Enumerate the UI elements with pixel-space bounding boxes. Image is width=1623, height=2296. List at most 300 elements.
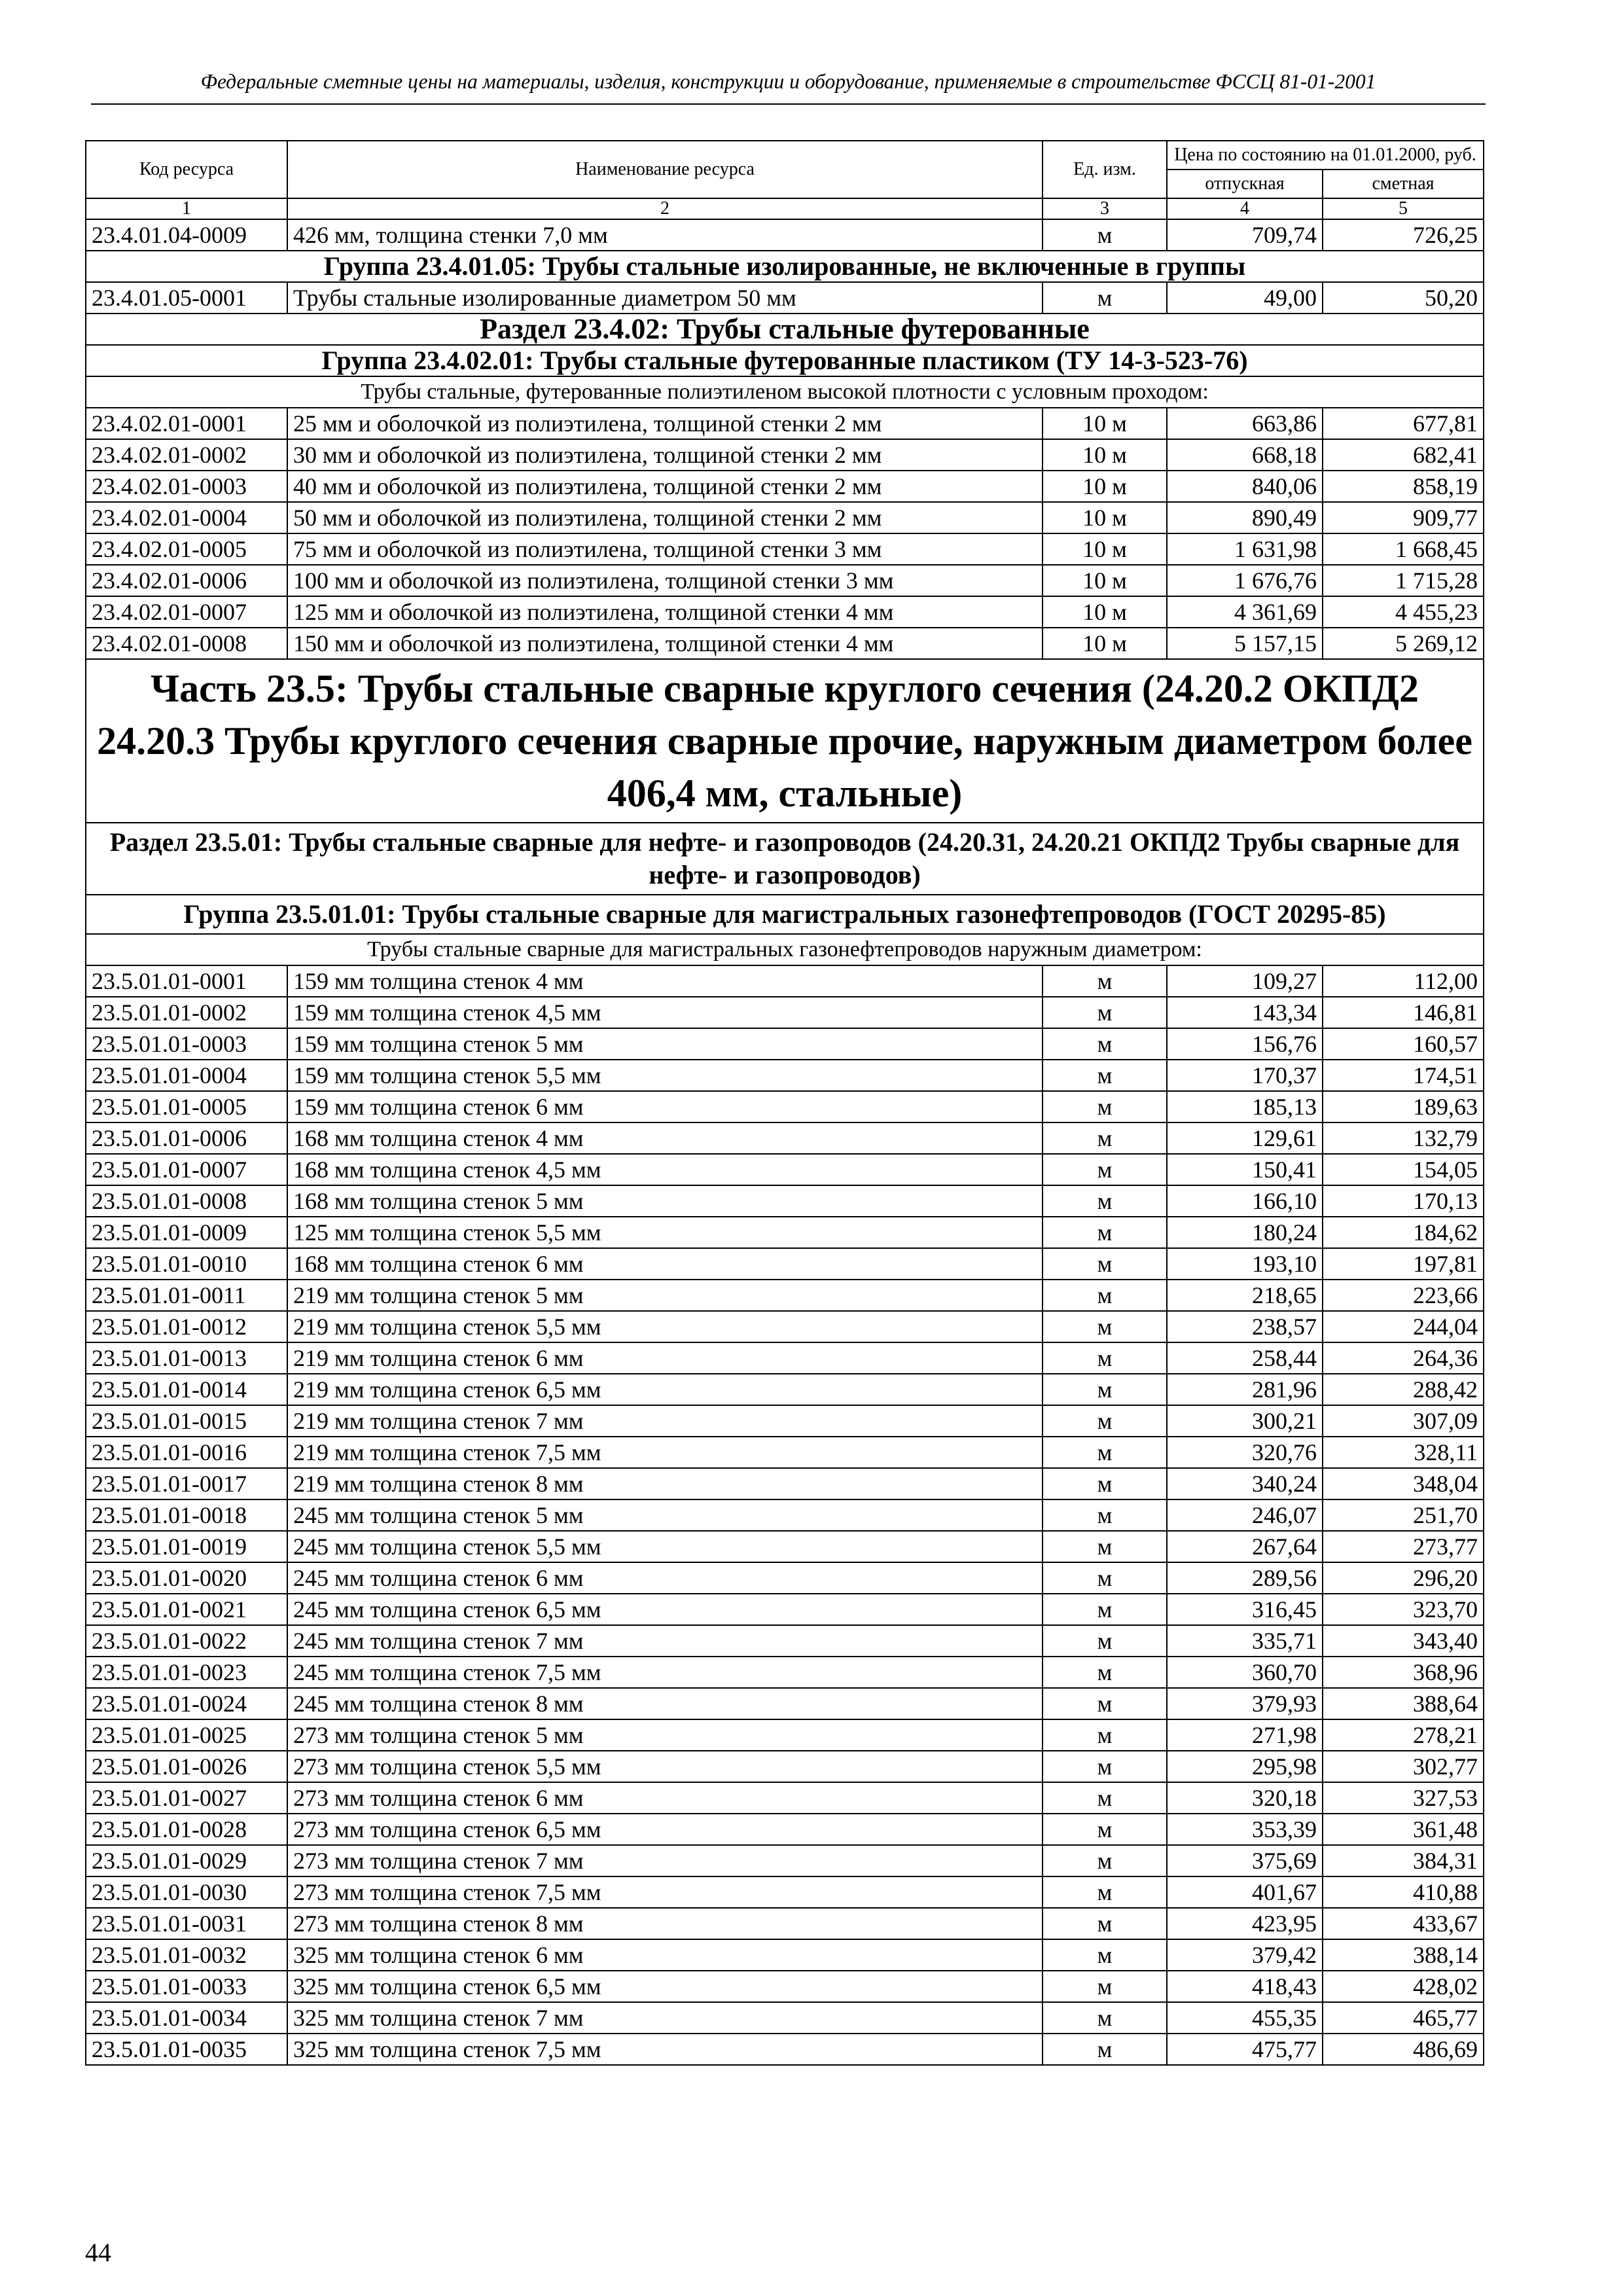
- estimate-price: 244,04: [1323, 1311, 1484, 1342]
- estimate-price: 5 269,12: [1323, 628, 1484, 659]
- resource-name: 125 мм толщина стенок 5,5 мм: [287, 1217, 1043, 1248]
- section-heading: [86, 823, 1484, 895]
- release-price: 1 631,98: [1167, 533, 1323, 565]
- resource-unit: м: [1043, 2034, 1167, 2065]
- table-row: [86, 1437, 1484, 1468]
- resource-code: 23.5.01.01-0020: [86, 1562, 287, 1594]
- group-heading: [86, 251, 1484, 282]
- resource-code: 23.5.01.01-0017: [86, 1468, 287, 1499]
- release-price: 668,18: [1167, 439, 1323, 471]
- table-row: [86, 1625, 1484, 1657]
- resource-code: 23.5.01.01-0027: [86, 1782, 287, 1814]
- resource-code: 23.5.01.01-0019: [86, 1531, 287, 1562]
- table-row: [86, 1091, 1484, 1122]
- running-header: Федеральные сметные цены на материалы, изделия, конструкции и оборудование, применяемые в строительстве ФССЦ 81-01-2001: [200, 70, 1376, 93]
- estimate-price: 273,77: [1323, 1531, 1484, 1562]
- estimate-price: 384,31: [1323, 1845, 1484, 1876]
- estimate-price: 410,88: [1323, 1876, 1484, 1908]
- estimate-price: 388,64: [1323, 1688, 1484, 1719]
- table-row: [86, 282, 1484, 314]
- release-price: 258,44: [1167, 1342, 1323, 1374]
- table-row: [86, 965, 1484, 997]
- resource-name: 40 мм и оболочкой из полиэтилена, толщиной стенки 2 мм: [287, 471, 1043, 502]
- resource-code: 23.5.01.01-0016: [86, 1437, 287, 1468]
- table-row: [86, 1060, 1484, 1091]
- resource-name: 245 мм толщина стенок 5 мм: [287, 1499, 1043, 1531]
- resource-name: 168 мм толщина стенок 4,5 мм: [287, 1154, 1043, 1185]
- release-price: 379,93: [1167, 1688, 1323, 1719]
- group-note-text: Трубы стальные сварные для магистральных газонефтепроводов наружным диаметром:: [86, 934, 1484, 965]
- resource-code: 23.4.02.01-0006: [86, 565, 287, 596]
- estimate-price: 154,05: [1323, 1154, 1484, 1185]
- table-row: [86, 1468, 1484, 1499]
- group-title: Группа 23.5.01.01: Трубы стальные сварные для магистральных газонефтепроводов (ГОСТ 20295-85): [86, 895, 1484, 934]
- table-row: [86, 596, 1484, 628]
- resource-unit: м: [1043, 282, 1167, 314]
- release-price: 109,27: [1167, 965, 1323, 997]
- resource-name: 219 мм толщина стенок 6 мм: [287, 1342, 1043, 1374]
- section-title: Раздел 23.5.01: Трубы стальные сварные для нефте- и газопроводов (24.20.31, 24.20.21 ОКПД2 Трубы сварные для нефте- и газопроводов): [86, 823, 1484, 895]
- table-row: [86, 1311, 1484, 1342]
- resource-code: 23.5.01.01-0012: [86, 1311, 287, 1342]
- release-price: 375,69: [1167, 1845, 1323, 1876]
- table-row: [86, 1719, 1484, 1751]
- section-heading: [86, 314, 1484, 345]
- table-row: [86, 1657, 1484, 1688]
- resource-name: 245 мм толщина стенок 6,5 мм: [287, 1594, 1043, 1625]
- resource-unit: м: [1043, 1531, 1167, 1562]
- resource-unit: м: [1043, 1625, 1167, 1657]
- table-row: [86, 2034, 1484, 2065]
- resource-code: 23.5.01.01-0013: [86, 1342, 287, 1374]
- resource-code: 23.5.01.01-0035: [86, 2034, 287, 2065]
- resource-name: 245 мм толщина стенок 5,5 мм: [287, 1531, 1043, 1562]
- resource-code: 23.4.02.01-0002: [86, 439, 287, 471]
- estimate-price: 909,77: [1323, 502, 1484, 533]
- release-price: 316,45: [1167, 1594, 1323, 1625]
- group-note: [86, 934, 1484, 965]
- header-unit: Ед. изм.: [1043, 141, 1167, 198]
- table-row: [86, 628, 1484, 659]
- resource-code: 23.5.01.01-0022: [86, 1625, 287, 1657]
- release-price: 320,76: [1167, 1437, 1323, 1468]
- resource-code: 23.5.01.01-0007: [86, 1154, 287, 1185]
- resource-code: 23.5.01.01-0030: [86, 1876, 287, 1908]
- table-row: [86, 1971, 1484, 2002]
- release-price: 218,65: [1167, 1280, 1323, 1311]
- estimate-price: 251,70: [1323, 1499, 1484, 1531]
- resource-code: 23.4.02.01-0008: [86, 628, 287, 659]
- group-title: Группа 23.4.02.01: Трубы стальные футерованные пластиком (ТУ 14-3-523-76): [86, 345, 1484, 376]
- resource-name: 159 мм толщина стенок 5,5 мм: [287, 1060, 1043, 1091]
- release-price: 4 361,69: [1167, 596, 1323, 628]
- estimate-price: 146,81: [1323, 997, 1484, 1028]
- column-number: 1: [86, 198, 287, 219]
- release-price: 423,95: [1167, 1908, 1323, 1939]
- table-row: [86, 1594, 1484, 1625]
- table-row: [86, 1688, 1484, 1719]
- resource-code: 23.4.02.01-0003: [86, 471, 287, 502]
- resource-unit: 10 м: [1043, 408, 1167, 439]
- column-number: 5: [1323, 198, 1484, 219]
- release-price: 475,77: [1167, 2034, 1323, 2065]
- header-price: Цена по состоянию на 01.01.2000, руб.: [1167, 141, 1484, 170]
- estimate-price: 189,63: [1323, 1091, 1484, 1122]
- resource-unit: м: [1043, 1908, 1167, 1939]
- resource-code: 23.5.01.01-0003: [86, 1028, 287, 1060]
- release-price: 180,24: [1167, 1217, 1323, 1248]
- table-row: [86, 1562, 1484, 1594]
- resource-unit: м: [1043, 1405, 1167, 1437]
- resource-name: 273 мм толщина стенок 5,5 мм: [287, 1751, 1043, 1782]
- resource-name: 325 мм толщина стенок 6,5 мм: [287, 1971, 1043, 2002]
- table-row: [86, 1154, 1484, 1185]
- resource-name: 168 мм толщина стенок 4 мм: [287, 1122, 1043, 1154]
- estimate-price: 388,14: [1323, 1939, 1484, 1971]
- resource-name: 245 мм толщина стенок 8 мм: [287, 1688, 1043, 1719]
- resource-name: 159 мм толщина стенок 4,5 мм: [287, 997, 1043, 1028]
- resource-name: 273 мм толщина стенок 7,5 мм: [287, 1876, 1043, 1908]
- resource-code: 23.4.01.05-0001: [86, 282, 287, 314]
- estimate-price: 348,04: [1323, 1468, 1484, 1499]
- table-row: [86, 565, 1484, 596]
- estimate-price: 170,13: [1323, 1185, 1484, 1217]
- resource-unit: м: [1043, 1342, 1167, 1374]
- resource-code: 23.5.01.01-0032: [86, 1939, 287, 1971]
- resource-name: 325 мм толщина стенок 6 мм: [287, 1939, 1043, 1971]
- estimate-price: 677,81: [1323, 408, 1484, 439]
- release-price: 246,07: [1167, 1499, 1323, 1531]
- release-price: 166,10: [1167, 1185, 1323, 1217]
- resource-code: 23.5.01.01-0004: [86, 1060, 287, 1091]
- header-code: Код ресурса: [86, 141, 287, 198]
- resource-code: 23.5.01.01-0008: [86, 1185, 287, 1217]
- estimate-price: 264,36: [1323, 1342, 1484, 1374]
- estimate-price: 223,66: [1323, 1280, 1484, 1311]
- estimate-price: 343,40: [1323, 1625, 1484, 1657]
- release-price: 281,96: [1167, 1374, 1323, 1405]
- resource-code: 23.5.01.01-0031: [86, 1908, 287, 1939]
- resource-unit: 10 м: [1043, 533, 1167, 565]
- resource-name: 426 мм, толщина стенки 7,0 мм: [287, 219, 1043, 251]
- release-price: 379,42: [1167, 1939, 1323, 1971]
- resource-name: 219 мм толщина стенок 5,5 мм: [287, 1311, 1043, 1342]
- resource-name: 125 мм и оболочкой из полиэтилена, толщиной стенки 4 мм: [287, 596, 1043, 628]
- table-row: [86, 1531, 1484, 1562]
- resource-name: 219 мм толщина стенок 6,5 мм: [287, 1374, 1043, 1405]
- release-price: 418,43: [1167, 1971, 1323, 2002]
- resource-name: Трубы стальные изолированные диаметром 50 мм: [287, 282, 1043, 314]
- resource-unit: м: [1043, 1876, 1167, 1908]
- resource-code: 23.5.01.01-0011: [86, 1280, 287, 1311]
- group-title: Группа 23.4.01.05: Трубы стальные изолированные, не включенные в группы: [86, 251, 1484, 282]
- resource-unit: м: [1043, 1374, 1167, 1405]
- part-heading: [86, 659, 1484, 823]
- resource-unit: 10 м: [1043, 439, 1167, 471]
- estimate-price: 278,21: [1323, 1719, 1484, 1751]
- table-row: [86, 471, 1484, 502]
- resource-unit: м: [1043, 1499, 1167, 1531]
- resource-unit: м: [1043, 1060, 1167, 1091]
- resource-unit: м: [1043, 1091, 1167, 1122]
- estimate-price: 184,62: [1323, 1217, 1484, 1248]
- estimate-price: 368,96: [1323, 1657, 1484, 1688]
- resource-name: 30 мм и оболочкой из полиэтилена, толщиной стенки 2 мм: [287, 439, 1043, 471]
- table-row: [86, 1405, 1484, 1437]
- release-price: 455,35: [1167, 2002, 1323, 2034]
- resource-code: 23.4.02.01-0004: [86, 502, 287, 533]
- resource-name: 273 мм толщина стенок 6 мм: [287, 1782, 1043, 1814]
- resource-unit: м: [1043, 1782, 1167, 1814]
- table-row: [86, 2002, 1484, 2034]
- resource-name: 168 мм толщина стенок 6 мм: [287, 1248, 1043, 1280]
- estimate-price: 1 715,28: [1323, 565, 1484, 596]
- resource-unit: 10 м: [1043, 471, 1167, 502]
- release-price: 156,76: [1167, 1028, 1323, 1060]
- resource-name: 273 мм толщина стенок 8 мм: [287, 1908, 1043, 1939]
- resource-unit: м: [1043, 1028, 1167, 1060]
- resource-unit: м: [1043, 219, 1167, 251]
- resource-name: 75 мм и оболочкой из полиэтилена, толщиной стенки 3 мм: [287, 533, 1043, 565]
- resource-code: 23.5.01.01-0002: [86, 997, 287, 1028]
- header-estimate-price: сметная: [1323, 170, 1484, 198]
- estimate-price: 682,41: [1323, 439, 1484, 471]
- release-price: 267,64: [1167, 1531, 1323, 1562]
- resource-unit: м: [1043, 1248, 1167, 1280]
- resource-code: 23.5.01.01-0010: [86, 1248, 287, 1280]
- resource-name: 245 мм толщина стенок 7 мм: [287, 1625, 1043, 1657]
- resource-name: 325 мм толщина стенок 7,5 мм: [287, 2034, 1043, 2065]
- resource-code: 23.4.02.01-0001: [86, 408, 287, 439]
- resource-code: 23.5.01.01-0015: [86, 1405, 287, 1437]
- resource-unit: м: [1043, 1939, 1167, 1971]
- table-row: [86, 1122, 1484, 1154]
- resource-unit: м: [1043, 1594, 1167, 1625]
- release-price: 663,86: [1167, 408, 1323, 439]
- estimate-price: 328,11: [1323, 1437, 1484, 1468]
- section-title: Раздел 23.4.02: Трубы стальные футерованные: [86, 314, 1484, 345]
- release-price: 5 157,15: [1167, 628, 1323, 659]
- estimate-price: 486,69: [1323, 2034, 1484, 2065]
- table-row: [86, 1499, 1484, 1531]
- header-rule: [91, 103, 1486, 105]
- resource-name: 150 мм и оболочкой из полиэтилена, толщиной стенки 4 мм: [287, 628, 1043, 659]
- column-numbers-row: [86, 198, 1484, 219]
- resource-name: 100 мм и оболочкой из полиэтилена, толщиной стенки 3 мм: [287, 565, 1043, 596]
- resource-unit: м: [1043, 1719, 1167, 1751]
- resource-name: 219 мм толщина стенок 7,5 мм: [287, 1437, 1043, 1468]
- resource-unit: м: [1043, 965, 1167, 997]
- table-row: [86, 997, 1484, 1028]
- release-price: 193,10: [1167, 1248, 1323, 1280]
- resource-code: 23.5.01.01-0025: [86, 1719, 287, 1751]
- resource-unit: м: [1043, 1971, 1167, 2002]
- release-price: 185,13: [1167, 1091, 1323, 1122]
- release-price: 360,70: [1167, 1657, 1323, 1688]
- resource-name: 219 мм толщина стенок 7 мм: [287, 1405, 1043, 1437]
- estimate-price: 1 668,45: [1323, 533, 1484, 565]
- resource-unit: м: [1043, 1562, 1167, 1594]
- table-row: [86, 439, 1484, 471]
- resource-name: 219 мм толщина стенок 5 мм: [287, 1280, 1043, 1311]
- estimate-price: 428,02: [1323, 1971, 1484, 2002]
- table-row: [86, 408, 1484, 439]
- resource-name: 50 мм и оболочкой из полиэтилена, толщиной стенки 2 мм: [287, 502, 1043, 533]
- table-row: [86, 1845, 1484, 1876]
- release-price: 340,24: [1167, 1468, 1323, 1499]
- resource-unit: м: [1043, 1845, 1167, 1876]
- release-price: 300,21: [1167, 1405, 1323, 1437]
- table-row: [86, 1876, 1484, 1908]
- table-row: [86, 1028, 1484, 1060]
- resource-unit: м: [1043, 1122, 1167, 1154]
- release-price: 353,39: [1167, 1814, 1323, 1845]
- group-note-text: Трубы стальные, футерованные полиэтиленом высокой плотности с условным проходом:: [86, 376, 1484, 408]
- resource-code: 23.5.01.01-0001: [86, 965, 287, 997]
- estimate-price: 160,57: [1323, 1028, 1484, 1060]
- estimate-price: 465,77: [1323, 2002, 1484, 2034]
- resource-name: 159 мм толщина стенок 5 мм: [287, 1028, 1043, 1060]
- resource-name: 245 мм толщина стенок 6 мм: [287, 1562, 1043, 1594]
- resource-unit: м: [1043, 997, 1167, 1028]
- release-price: 238,57: [1167, 1311, 1323, 1342]
- release-price: 709,74: [1167, 219, 1323, 251]
- release-price: 49,00: [1167, 282, 1323, 314]
- release-price: 320,18: [1167, 1782, 1323, 1814]
- release-price: 129,61: [1167, 1122, 1323, 1154]
- resource-unit: 10 м: [1043, 502, 1167, 533]
- resource-name: 25 мм и оболочкой из полиэтилена, толщиной стенки 2 мм: [287, 408, 1043, 439]
- estimate-price: 327,53: [1323, 1782, 1484, 1814]
- resource-unit: м: [1043, 1657, 1167, 1688]
- resource-name: 159 мм толщина стенок 6 мм: [287, 1091, 1043, 1122]
- release-price: 401,67: [1167, 1876, 1323, 1908]
- release-price: 1 676,76: [1167, 565, 1323, 596]
- resource-unit: м: [1043, 1185, 1167, 1217]
- resource-unit: 10 м: [1043, 628, 1167, 659]
- resource-code: 23.5.01.01-0028: [86, 1814, 287, 1845]
- estimate-price: 288,42: [1323, 1374, 1484, 1405]
- release-price: 143,34: [1167, 997, 1323, 1028]
- table-row: [86, 533, 1484, 565]
- estimate-price: 197,81: [1323, 1248, 1484, 1280]
- resource-code: 23.5.01.01-0021: [86, 1594, 287, 1625]
- table-row: [86, 1814, 1484, 1845]
- resource-code: 23.4.02.01-0005: [86, 533, 287, 565]
- table-row: [86, 1939, 1484, 1971]
- column-number: 3: [1043, 198, 1167, 219]
- resource-code: 23.5.01.01-0009: [86, 1217, 287, 1248]
- price-table: [85, 140, 1484, 2066]
- table-row: [86, 219, 1484, 251]
- resource-code: 23.5.01.01-0033: [86, 1971, 287, 2002]
- estimate-price: 112,00: [1323, 965, 1484, 997]
- resource-unit: м: [1043, 1311, 1167, 1342]
- estimate-price: 858,19: [1323, 471, 1484, 502]
- resource-code: 23.5.01.01-0024: [86, 1688, 287, 1719]
- estimate-price: 4 455,23: [1323, 596, 1484, 628]
- table-header-row: [86, 141, 1484, 170]
- resource-unit: м: [1043, 1468, 1167, 1499]
- estimate-price: 307,09: [1323, 1405, 1484, 1437]
- column-number: 2: [287, 198, 1043, 219]
- table-row: [86, 1782, 1484, 1814]
- resource-name: 168 мм толщина стенок 5 мм: [287, 1185, 1043, 1217]
- resource-code: 23.5.01.01-0006: [86, 1122, 287, 1154]
- estimate-price: 132,79: [1323, 1122, 1484, 1154]
- release-price: 289,56: [1167, 1562, 1323, 1594]
- table-row: [86, 1217, 1484, 1248]
- release-price: 335,71: [1167, 1625, 1323, 1657]
- release-price: 840,06: [1167, 471, 1323, 502]
- resource-unit: м: [1043, 2002, 1167, 2034]
- resource-unit: м: [1043, 1437, 1167, 1468]
- resource-code: 23.4.01.04-0009: [86, 219, 287, 251]
- release-price: 271,98: [1167, 1719, 1323, 1751]
- resource-name: 219 мм толщина стенок 8 мм: [287, 1468, 1043, 1499]
- resource-code: 23.5.01.01-0014: [86, 1374, 287, 1405]
- resource-code: 23.5.01.01-0026: [86, 1751, 287, 1782]
- resource-name: 325 мм толщина стенок 7 мм: [287, 2002, 1043, 2034]
- estimate-price: 726,25: [1323, 219, 1484, 251]
- resource-unit: 10 м: [1043, 565, 1167, 596]
- table-row: [86, 1374, 1484, 1405]
- estimate-price: 174,51: [1323, 1060, 1484, 1091]
- resource-code: 23.5.01.01-0018: [86, 1499, 287, 1531]
- table-row: [86, 1248, 1484, 1280]
- group-heading: [86, 895, 1484, 934]
- release-price: 150,41: [1167, 1154, 1323, 1185]
- resource-name: 245 мм толщина стенок 7,5 мм: [287, 1657, 1043, 1688]
- part-title: Часть 23.5: Трубы стальные сварные круглого сечения (24.20.2 ОКПД2 24.20.3 Трубы круглого сечения сварные прочие, наружным диаметром более 406,4 мм, стальные): [86, 659, 1484, 823]
- group-heading: [86, 345, 1484, 376]
- resource-name: 273 мм толщина стенок 7 мм: [287, 1845, 1043, 1876]
- resource-code: 23.5.01.01-0005: [86, 1091, 287, 1122]
- resource-unit: м: [1043, 1751, 1167, 1782]
- table-row: [86, 1342, 1484, 1374]
- resource-name: 159 мм толщина стенок 4 мм: [287, 965, 1043, 997]
- table-row: [86, 1185, 1484, 1217]
- estimate-price: 302,77: [1323, 1751, 1484, 1782]
- page-number: 44: [85, 2238, 111, 2267]
- resource-unit: м: [1043, 1280, 1167, 1311]
- table-row: [86, 1280, 1484, 1311]
- table-row: [86, 502, 1484, 533]
- estimate-price: 50,20: [1323, 282, 1484, 314]
- resource-unit: м: [1043, 1814, 1167, 1845]
- estimate-price: 433,67: [1323, 1908, 1484, 1939]
- resource-unit: м: [1043, 1154, 1167, 1185]
- release-price: 890,49: [1167, 502, 1323, 533]
- resource-code: 23.4.02.01-0007: [86, 596, 287, 628]
- release-price: 170,37: [1167, 1060, 1323, 1091]
- resource-unit: м: [1043, 1688, 1167, 1719]
- resource-code: 23.5.01.01-0029: [86, 1845, 287, 1876]
- header-name: Наименование ресурса: [287, 141, 1043, 198]
- resource-name: 273 мм толщина стенок 6,5 мм: [287, 1814, 1043, 1845]
- column-number: 4: [1167, 198, 1323, 219]
- resource-code: 23.5.01.01-0034: [86, 2002, 287, 2034]
- estimate-price: 296,20: [1323, 1562, 1484, 1594]
- resource-unit: м: [1043, 1217, 1167, 1248]
- table-row: [86, 1751, 1484, 1782]
- resource-code: 23.5.01.01-0023: [86, 1657, 287, 1688]
- estimate-price: 361,48: [1323, 1814, 1484, 1845]
- estimate-price: 323,70: [1323, 1594, 1484, 1625]
- header-release-price: отпускная: [1167, 170, 1323, 198]
- resource-unit: 10 м: [1043, 596, 1167, 628]
- table-row: [86, 1908, 1484, 1939]
